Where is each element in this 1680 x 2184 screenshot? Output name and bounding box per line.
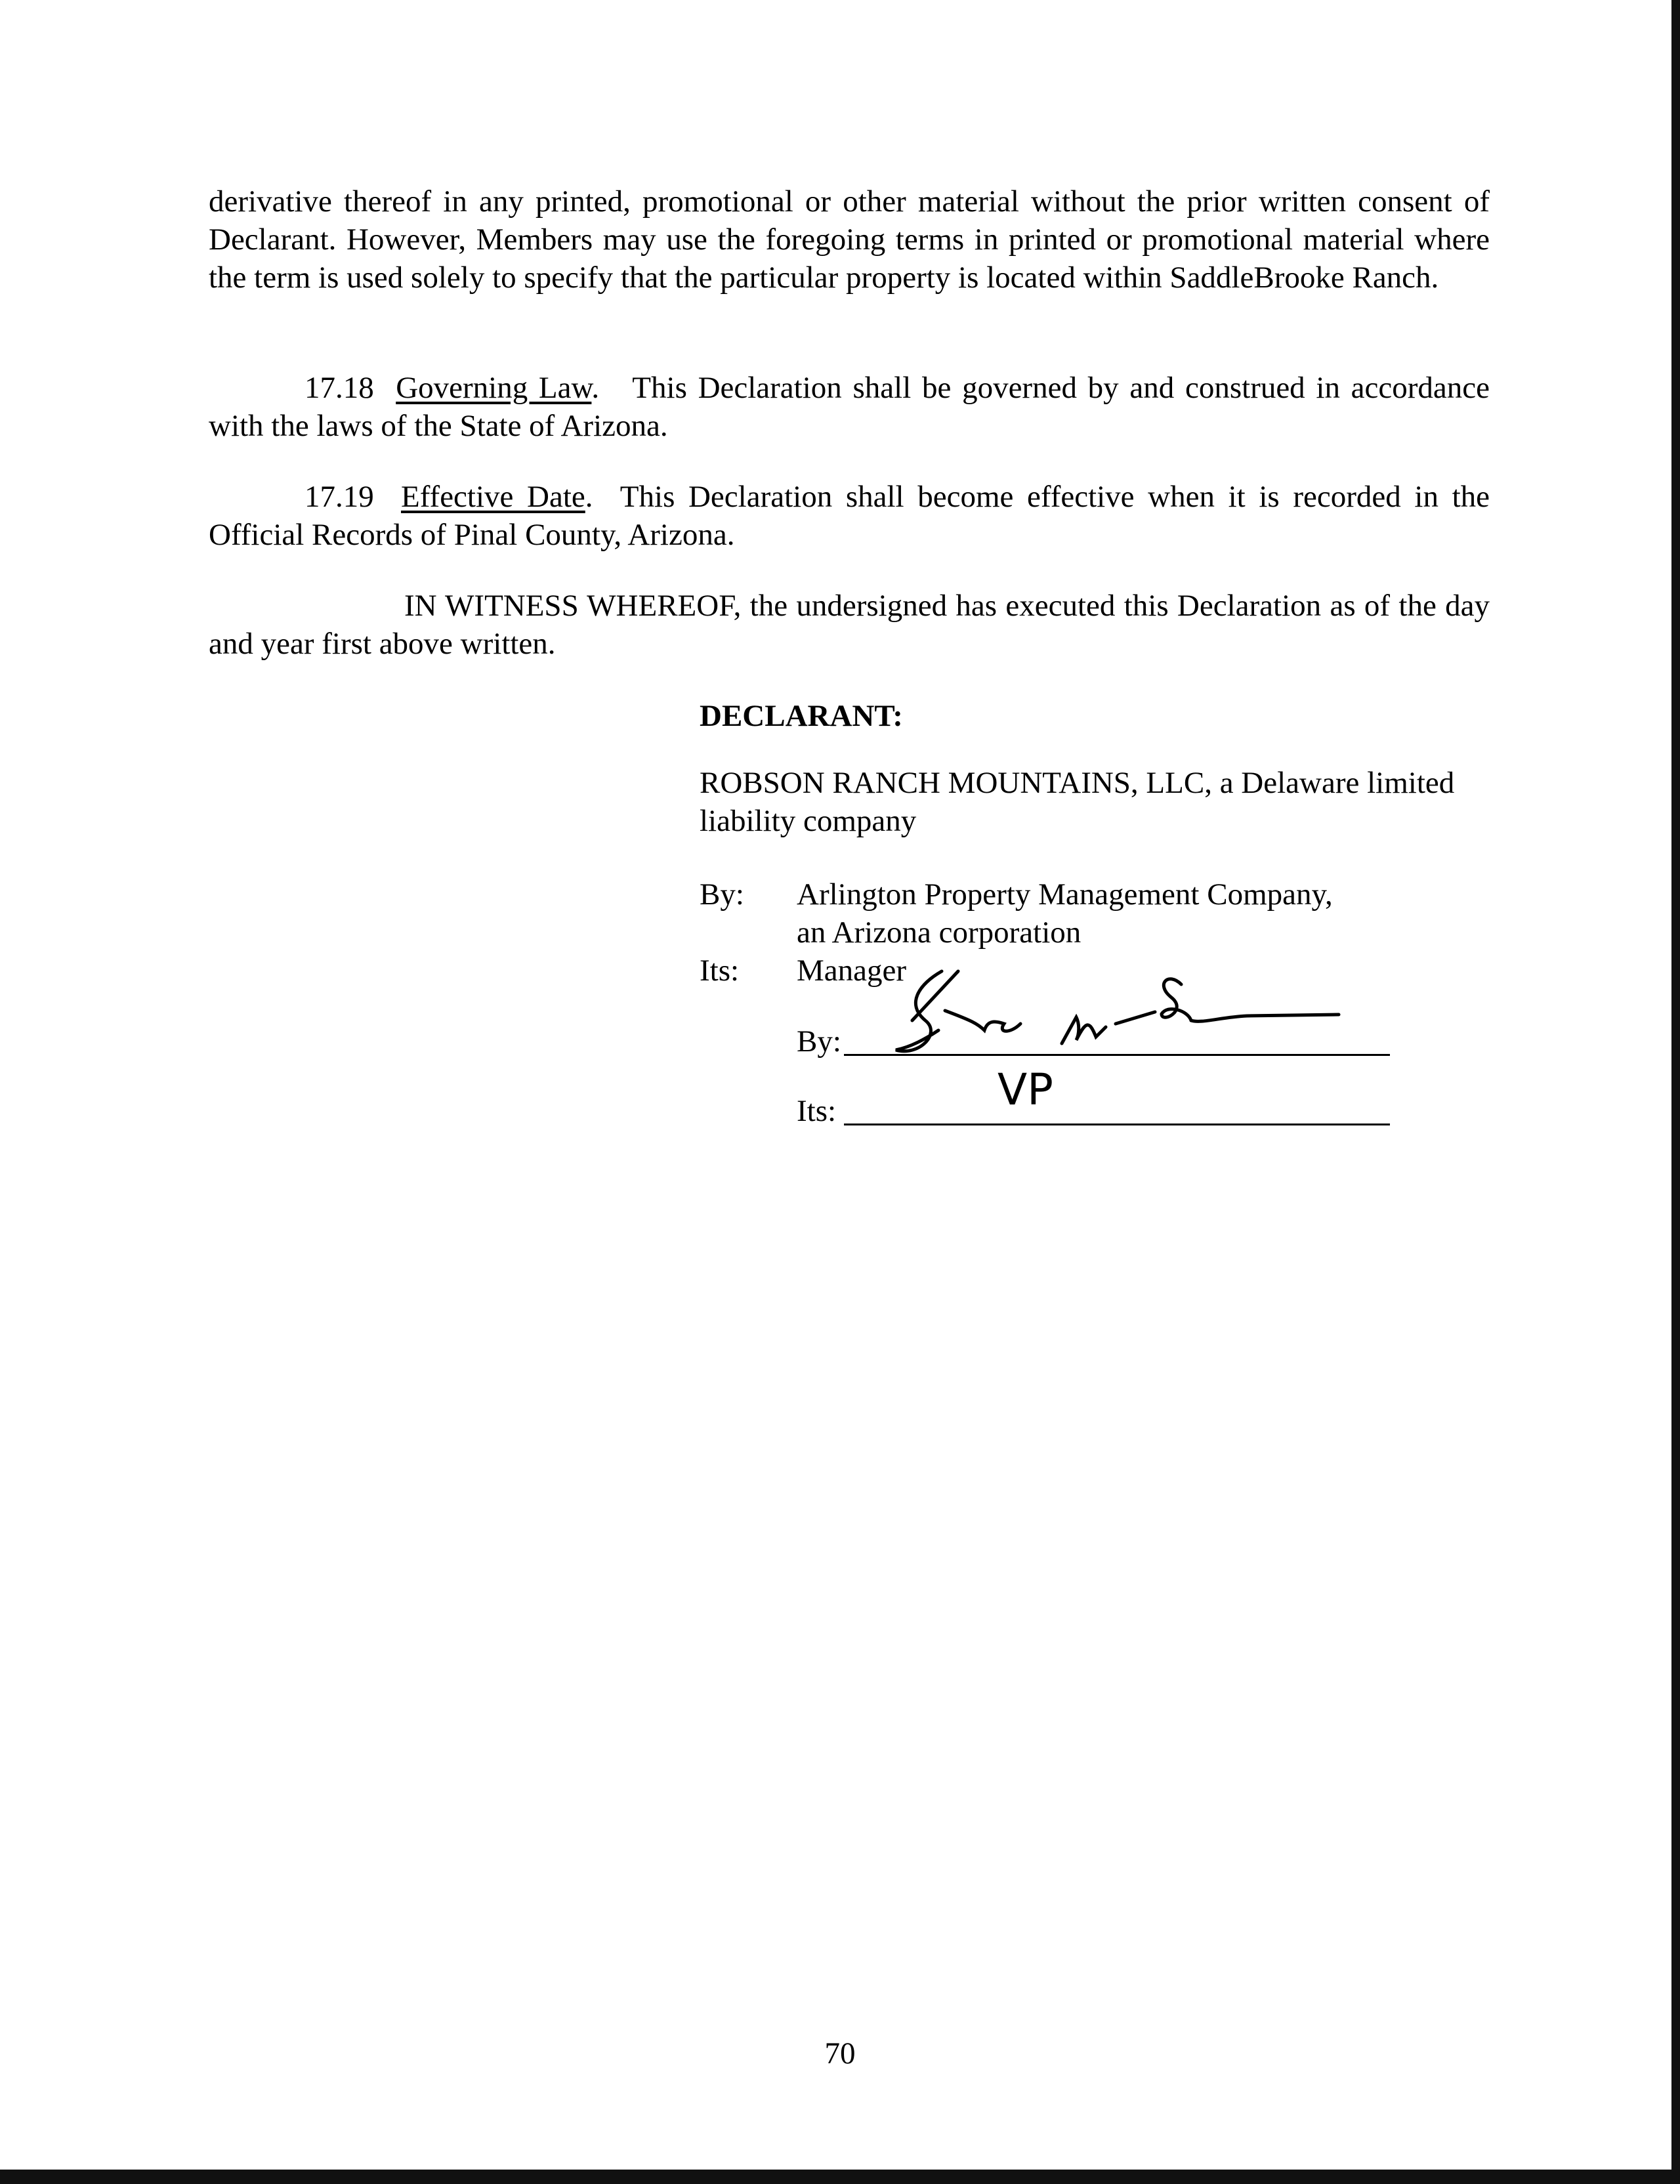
section-number: 17.19 xyxy=(304,480,374,514)
section-text: This Declaration shall be governed by and construed in accordance with the laws of the State of Arizona. xyxy=(209,371,1490,443)
section-number: 17.18 xyxy=(304,371,374,405)
section-17-19: 17.19 Effective Date. This Declaration shall become effective when it is recorded in the Official Records of Pinal County, Arizona. xyxy=(209,480,1490,552)
handwritten-signature xyxy=(879,958,1352,1076)
paragraph-continuation: derivative thereof in any printed, promotional or other material without the prior written consent of Declarant. However, Members may use the foregoing terms in printed or promotional material where the term is used solely to specify that the particular property is located within SaddleBrooke Ranch. xyxy=(209,184,1490,295)
signer-by-label: By: xyxy=(797,1024,841,1059)
scan-edge-bottom xyxy=(0,2170,1680,2184)
section-text: This Declaration shall become effective when it is recorded in the Official Records of Pinal County, Arizona. xyxy=(209,480,1490,552)
its-value: Manager xyxy=(797,954,907,988)
declarant-label: DECLARANT: xyxy=(700,699,903,733)
by-value-line1: Arlington Property Management Company, xyxy=(797,877,1333,912)
handwritten-title: VP xyxy=(998,1064,1053,1115)
page-number: 70 xyxy=(824,2036,856,2070)
signer-its-label: Its: xyxy=(797,1094,837,1128)
signer-its-line xyxy=(844,1124,1390,1125)
section-17-18: 17.18 Governing Law. This Declaration shall be governed by and construed in accordance with the laws of the State of Arizona. xyxy=(209,371,1490,443)
company-name: ROBSON RANCH MOUNTAINS, LLC, a Delaware limited liability company xyxy=(700,766,1455,838)
section-heading: Governing Law xyxy=(396,371,592,405)
section-heading: Effective Date xyxy=(401,480,585,514)
by-label: By: xyxy=(700,877,744,912)
by-value-line2: an Arizona corporation xyxy=(797,915,1082,950)
witness-clause: IN WITNESS WHEREOF, the undersigned has executed this Declaration as of the day and year first above written. xyxy=(209,589,1490,661)
scan-edge-right xyxy=(1671,0,1680,2184)
its-label: Its: xyxy=(700,954,740,988)
